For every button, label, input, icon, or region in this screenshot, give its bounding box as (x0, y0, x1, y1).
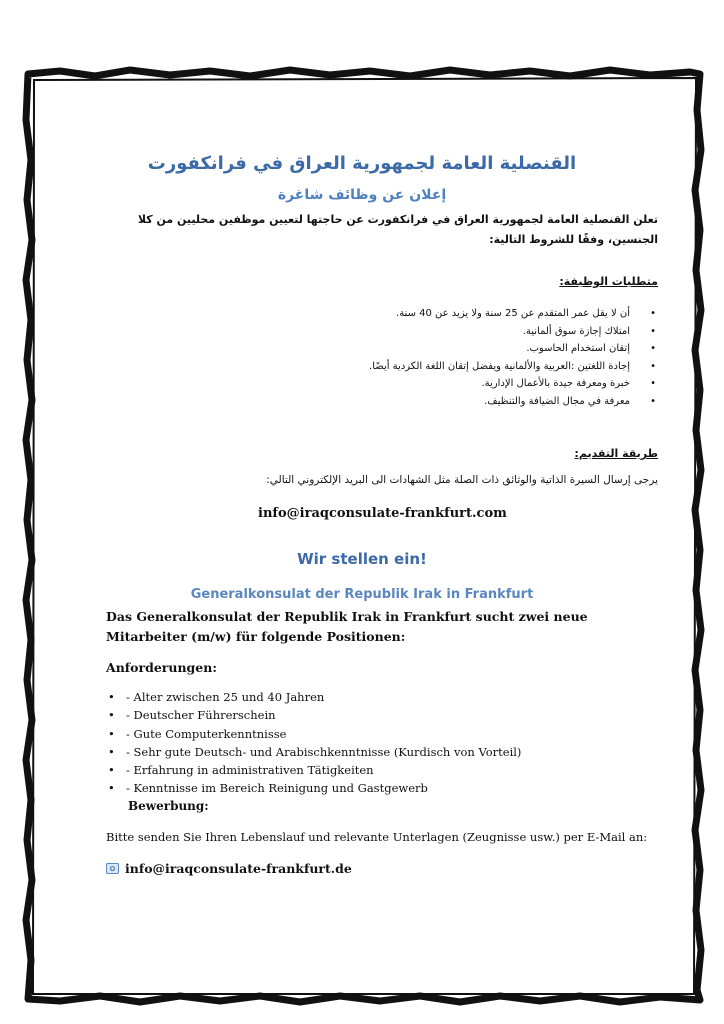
german-email-row (106, 861, 352, 876)
bullet-icon: • (650, 378, 656, 389)
german-title: Wir stellen ein! (297, 550, 427, 568)
german-email-link[interactable]: info@iraqconsulate-frankfurt.de (125, 861, 352, 876)
list-item: • امتلاك إجازة سوق ألمانية. (228, 323, 658, 341)
list-item: • إجادة اللغتين :العربية والألمانية ويفضل إتقان اللغة الكردية أيضًا. (228, 358, 658, 376)
list-item: • - Sehr gute Deutsch- und Arabischkenntnisse (Kurdisch von Vorteil) (106, 743, 666, 761)
bullet-icon: • (108, 744, 115, 759)
list-item: • - Erfahrung in administrativen Tätigkeiten (106, 761, 666, 779)
list-item: • إتقان استخدام الحاسوب. (228, 340, 658, 358)
bullet-icon: • (650, 360, 656, 372)
list-item: • - Gute Computerkenntnisse (106, 725, 666, 743)
list-item: • خبرة ومعرفة جيدة بالأعمال الإدارية. (228, 375, 658, 393)
arabic-intro-paragraph: تعلن القنصلية العامة لجمهورية العراق في فرانكفورت عن حاجتها لتعيين موظفين محليين من كلا الجنسين، وفقًا للشروط التالية: (137, 213, 658, 246)
bullet-icon: • (108, 708, 115, 723)
arabic-requirements-list (228, 305, 658, 410)
list-item: • أن لا يقل عمر المتقدم عن 25 سنة ولا يزيد عن 40 سنة. (228, 305, 658, 323)
bullet-icon: • (650, 395, 656, 407)
bullet-icon: • (650, 308, 656, 319)
german-application-heading: Bewerbung: (128, 799, 209, 813)
german-application-text: Bitte senden Sie Ihren Lebenslauf und relevante Unterlagen (Zeugnisse usw.) per E-Mail an: (106, 830, 648, 844)
arabic-requirements-heading: متطلبات الوظيفة: (559, 275, 658, 288)
mail-icon (106, 863, 119, 874)
document-page (36, 80, 688, 990)
arabic-title: القنصلية العامة لجمهورية العراق في فرانكفورت (147, 153, 577, 174)
list-item: • - Kenntnisse im Bereich Reinigung und Gastgewerb (106, 779, 666, 797)
german-subtitle: Generalkonsulat der Republik Irak in Frankfurt (190, 587, 534, 602)
german-intro-paragraph: Das Generalkonsulat der Republik Irak in Frankfurt sucht zwei neue Mitarbeiter (m/w) für folgende Positionen: (106, 609, 588, 644)
arabic-subtitle: إعلان عن وظائف شاغرة (277, 187, 447, 203)
list-item: • معرفة في مجال الضيافة والتنظيف. (228, 393, 658, 411)
bullet-icon: • (650, 343, 656, 354)
arabic-email-link[interactable]: info@iraqconsulate-frankfurt.com (258, 506, 507, 521)
german-requirements-heading: Anforderungen: (106, 660, 217, 675)
list-item: • - Alter zwischen 25 und 40 Jahren (106, 688, 666, 706)
bullet-icon: • (108, 763, 115, 778)
arabic-application-text: يرجى إرسال السيرة الذاتية والوثائق ذات الصلة مثل الشهادات الى البريد الإلكتروني التالي: (266, 474, 658, 486)
german-requirements-list (106, 688, 666, 798)
bullet-icon: • (108, 690, 115, 704)
list-item: • - Deutscher Führerschein (106, 706, 666, 724)
bullet-icon: • (650, 325, 656, 337)
arabic-application-heading: طريقة التقديم: (574, 447, 658, 460)
bullet-icon: • (108, 781, 115, 796)
bullet-icon: • (108, 726, 115, 741)
